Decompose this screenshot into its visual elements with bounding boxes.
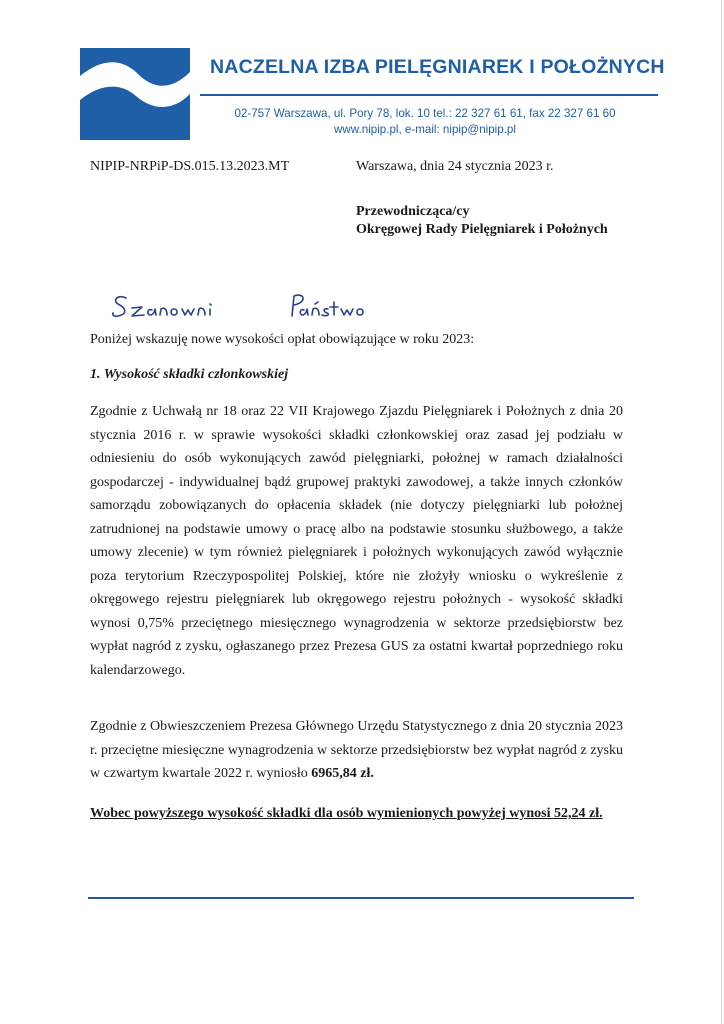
address-line: 02-757 Warszawa, ul. Pory 78, lok. 10 tel.: 22 327 61 61, fax 22 327 61 60: [234, 107, 616, 120]
conclusion-text: Wobec powyższego wysokość składki dla osób wymienionych powyżej wynosi 52,24 zł.: [90, 806, 603, 821]
organization-name: NACZELNA IZBA PIELĘGNIAREK I POŁOŻNYCH: [210, 56, 665, 78]
reference-number: NIPIP-NRPiP-DS.015.13.2023.MT: [90, 159, 290, 174]
footer-divider: [88, 897, 634, 899]
header-divider: [200, 94, 658, 96]
recipient-block: [356, 203, 608, 239]
contact-line: www.nipip.pl, e-mail: nipip@nipip.pl: [334, 123, 516, 136]
section-title: 1. Wysokość składki członkowskiej: [90, 367, 289, 382]
paragraph-text: Zgodnie z Obwieszczeniem Prezesa Głównego Urzędu Statystycznego z dnia 20 stycznia 2023 r. przeciętne miesięczne wynagrodzenia w sektorze przedsiębiorstw bez wypłat nagród z zysku w czwartym kwartale 2022 r. wyniosło: [90, 719, 623, 781]
salary-amount: 6965,84 zł: [311, 766, 371, 781]
paragraph-end: .: [370, 766, 374, 781]
place-date: Warszawa, dnia 24 stycznia 2023 r.: [356, 159, 554, 174]
page-edge: [721, 0, 722, 1024]
handwritten-salutation: [108, 288, 388, 328]
recipient-line: Przewodnicząca/cy: [356, 204, 470, 219]
recipient-line: Okręgowej Rady Pielęgniarek i Położnych: [356, 222, 608, 237]
body-paragraph: [90, 715, 623, 786]
intro-text: Poniżej wskazuję nowe wysokości opłat obowiązujące w roku 2023:: [90, 332, 475, 347]
nipip-logo: [80, 48, 190, 140]
body-paragraph: Zgodnie z Uchwałą nr 18 oraz 22 VII Krajowego Zjazdu Pielęgniarek i Położnych z dnia 20 stycznia 2016 r. w sprawie wysokości składki członkowskiej oraz zasad jej podziału w odniesieniu do osób wykonujących zawód pielęgniarki, położnej w ramach działalności gospodarczej - indywidualnej bądź grupowej praktyki zawodowej, a także innych członków samorządu zobowiązanych do opłacenia składek (nie dotyczy pielęgniarki lub położnej zatrudnionej na podstawie umowy o pracę albo na podstawie stosunku służbowego, a także umowy zlecenie) w tym również pielęgniarek i położnych wykonujących zawód wyłącznie poza terytorium Rzeczypospolitej Polskiej, które nie złożyły wniosku o wykreślenie z okręgowego rejestru pielęgniarek lub okręgowego rejestru położnych - wysokość składki wynosi 0,75% przeciętnego miesięcznego wynagrodzenia w sektorze przedsiębiorstw bez wypłat nagród z zysku, ogłaszanego przez Prezesa GUS za ostatni kwartał poprzedniego roku kalendarzowego.: [90, 404, 623, 678]
